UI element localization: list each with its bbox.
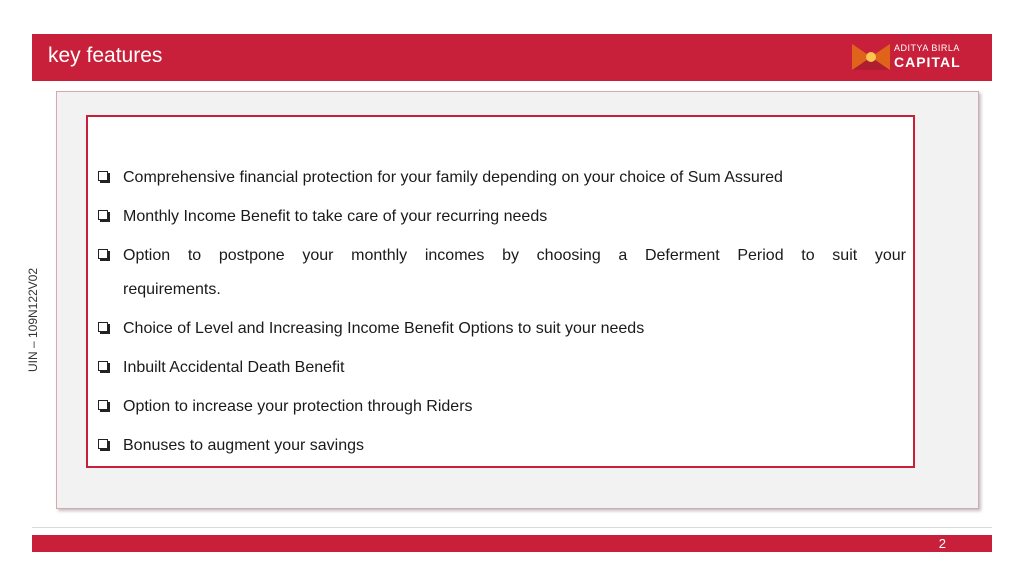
page-title: key features	[48, 44, 163, 67]
logo-text-aditya-birla: ADITYA BIRLA	[894, 43, 960, 53]
checkbox-bullet-icon	[98, 322, 108, 332]
list-item	[96, 429, 906, 463]
list-item	[96, 161, 906, 195]
feature-text: Choice of Level and Increasing Income Benefit Options to suit your needs	[123, 320, 645, 337]
feature-text: Monthly Income Benefit to take care of your recurring needs	[123, 208, 548, 225]
page-number: 2	[938, 536, 946, 551]
sun-logo-icon	[852, 44, 890, 70]
aditya-birla-capital-logo	[852, 42, 962, 72]
footer-divider	[32, 527, 992, 528]
checkbox-bullet-icon	[98, 439, 108, 449]
list-item	[96, 351, 906, 385]
footer-bar	[32, 535, 992, 552]
list-item	[96, 312, 906, 346]
checkbox-bullet-icon	[98, 249, 108, 259]
feature-text: requirements.	[123, 281, 221, 298]
feature-text: Option to postpone your monthly incomes by choosing a Deferment Period to suit your	[123, 247, 906, 264]
checkbox-bullet-icon	[98, 210, 108, 220]
list-item	[96, 200, 906, 234]
checkbox-bullet-icon	[98, 361, 108, 371]
list-item	[96, 239, 906, 273]
feature-text: Inbuilt Accidental Death Benefit	[123, 359, 345, 376]
uin-label: UIN – 109N122V02	[26, 267, 40, 373]
header-bar	[32, 34, 992, 81]
feature-text: Bonuses to augment your savings	[123, 437, 365, 454]
checkbox-bullet-icon	[98, 400, 108, 410]
list-item-continuation	[96, 273, 906, 307]
checkbox-bullet-icon	[98, 171, 108, 181]
feature-text: Option to increase your protection through Riders	[123, 398, 473, 415]
list-item	[96, 390, 906, 424]
feature-text: Comprehensive financial protection for your family depending on your choice of Sum Assured	[123, 169, 783, 186]
logo-text-capital: CAPITAL	[894, 54, 961, 70]
